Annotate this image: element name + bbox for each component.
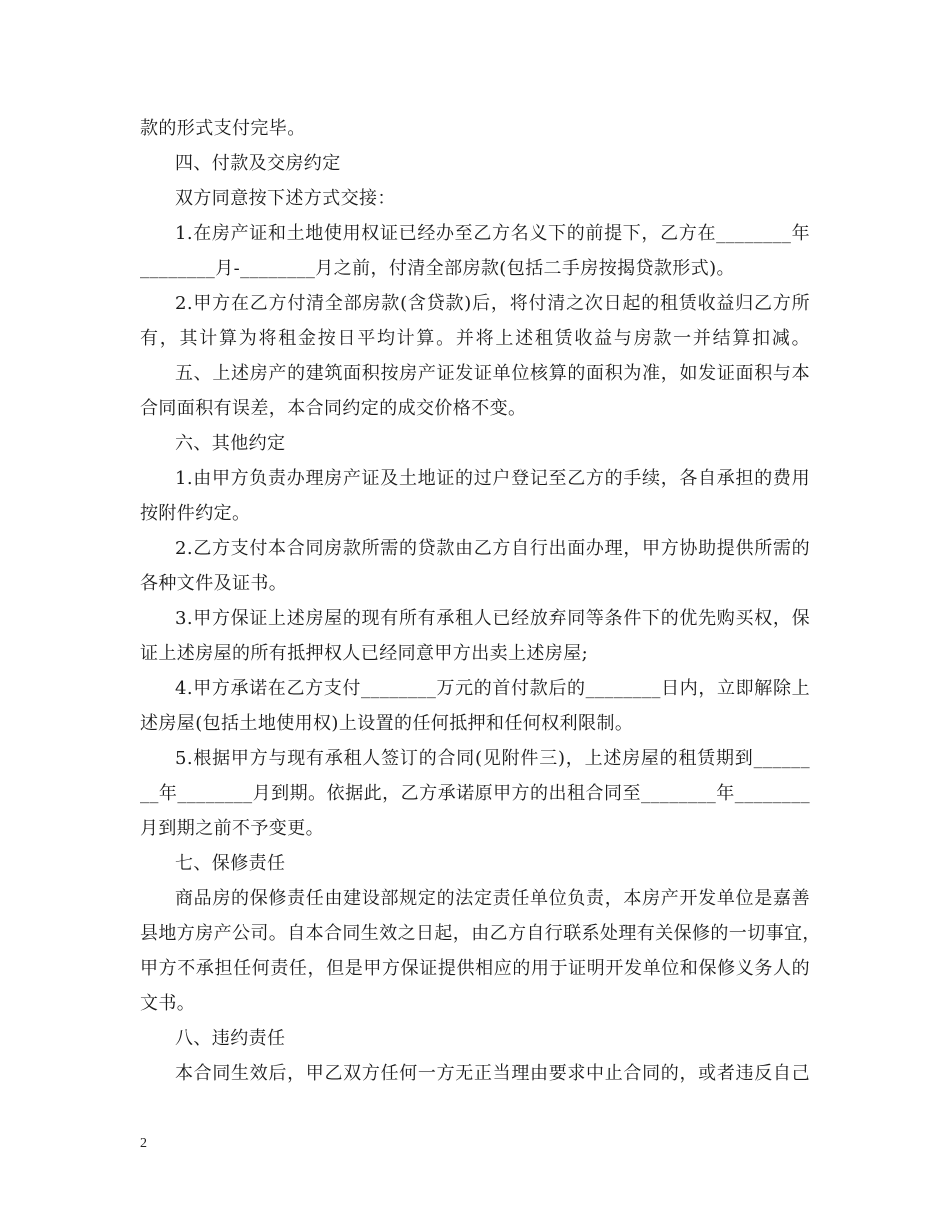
- paragraph-line: 证上述房屋的所有抵押权人已经同意甲方出卖上述房屋;: [140, 643, 589, 664]
- paragraph-line: 合同面积有误差，本合同约定的成交价格不变。: [140, 398, 527, 419]
- paragraph-line: 述房屋(包括土地使用权)上设置的任何抵押和任何权利限制。: [140, 713, 634, 734]
- paragraph-line: 双方同意按下述方式交接：: [175, 188, 396, 209]
- paragraph-line: 各种文件及证书。: [140, 573, 288, 594]
- paragraph-line: 按附件约定。: [140, 503, 251, 524]
- paragraph-line: 1.在房产证和土地使用权证已经办至乙方名义下的前提下，乙方在________年: [175, 223, 810, 244]
- paragraph-line: 县地方房产公司。自本合同生效之日起，由乙方自行联系处理有关保修的一切事宜，: [140, 923, 821, 944]
- paragraph-line: 款的形式支付完毕。: [140, 118, 306, 139]
- page-number: 2: [140, 1136, 147, 1151]
- paragraph-line: 有，其计算为将租金按日平均计算。并将上述租赁收益与房款一并结算扣减。: [140, 328, 810, 349]
- section-heading: 五、上述房产的建筑面积按房产证发证单位核算的面积为准，如发证面积与本: [175, 363, 810, 384]
- section-heading: 七、保修责任: [175, 853, 286, 874]
- paragraph-line: 甲方不承担任何责任，但是甲方保证提供相应的用于证明开发单位和保修义务人的: [140, 958, 810, 979]
- section-heading: 四、付款及交房约定: [175, 153, 341, 174]
- paragraph-line: 4.甲方承诺在乙方支付________万元的首付款后的________日内，立即解除上: [175, 678, 810, 699]
- section-heading: 八、违约责任: [175, 1028, 286, 1049]
- paragraph-line: ________月-________月之前，付清全部房款(包括二手房按揭贷款形式)。: [140, 258, 735, 279]
- paragraph-line: 商品房的保修责任由建设部规定的法定责任单位负责，本房产开发单位是嘉善: [175, 888, 810, 909]
- paragraph-line: 月到期之前不予变更。: [140, 818, 324, 839]
- paragraph-line: 本合同生效后，甲乙双方任何一方无正当理由要求中止合同的，或者违反自己: [175, 1063, 810, 1084]
- paragraph-line: 文书。: [140, 993, 196, 1014]
- paragraph-line: 3.甲方保证上述房屋的现有所有承租人已经放弃同等条件下的优先购买权，保: [175, 608, 810, 629]
- paragraph-line: 2.乙方支付本合同房款所需的贷款由乙方自行出面办理，甲方协助提供所需的: [175, 538, 810, 559]
- paragraph-line: 5.根据甲方与现有承租人签订的合同(见附件三)，上述房屋的租赁期到______: [175, 748, 810, 769]
- paragraph-line: __年________月到期。依据此，乙方承诺原甲方的出租合同至________年________: [140, 783, 810, 804]
- paragraph-line: 1.由甲方负责办理房产证及土地证的过户登记至乙方的手续，各自承担的费用: [175, 468, 810, 489]
- paragraph-line: 2.甲方在乙方付清全部房款(含贷款)后，将付清之次日起的租赁收益归乙方所: [175, 293, 810, 314]
- section-heading: 六、其他约定: [175, 433, 286, 454]
